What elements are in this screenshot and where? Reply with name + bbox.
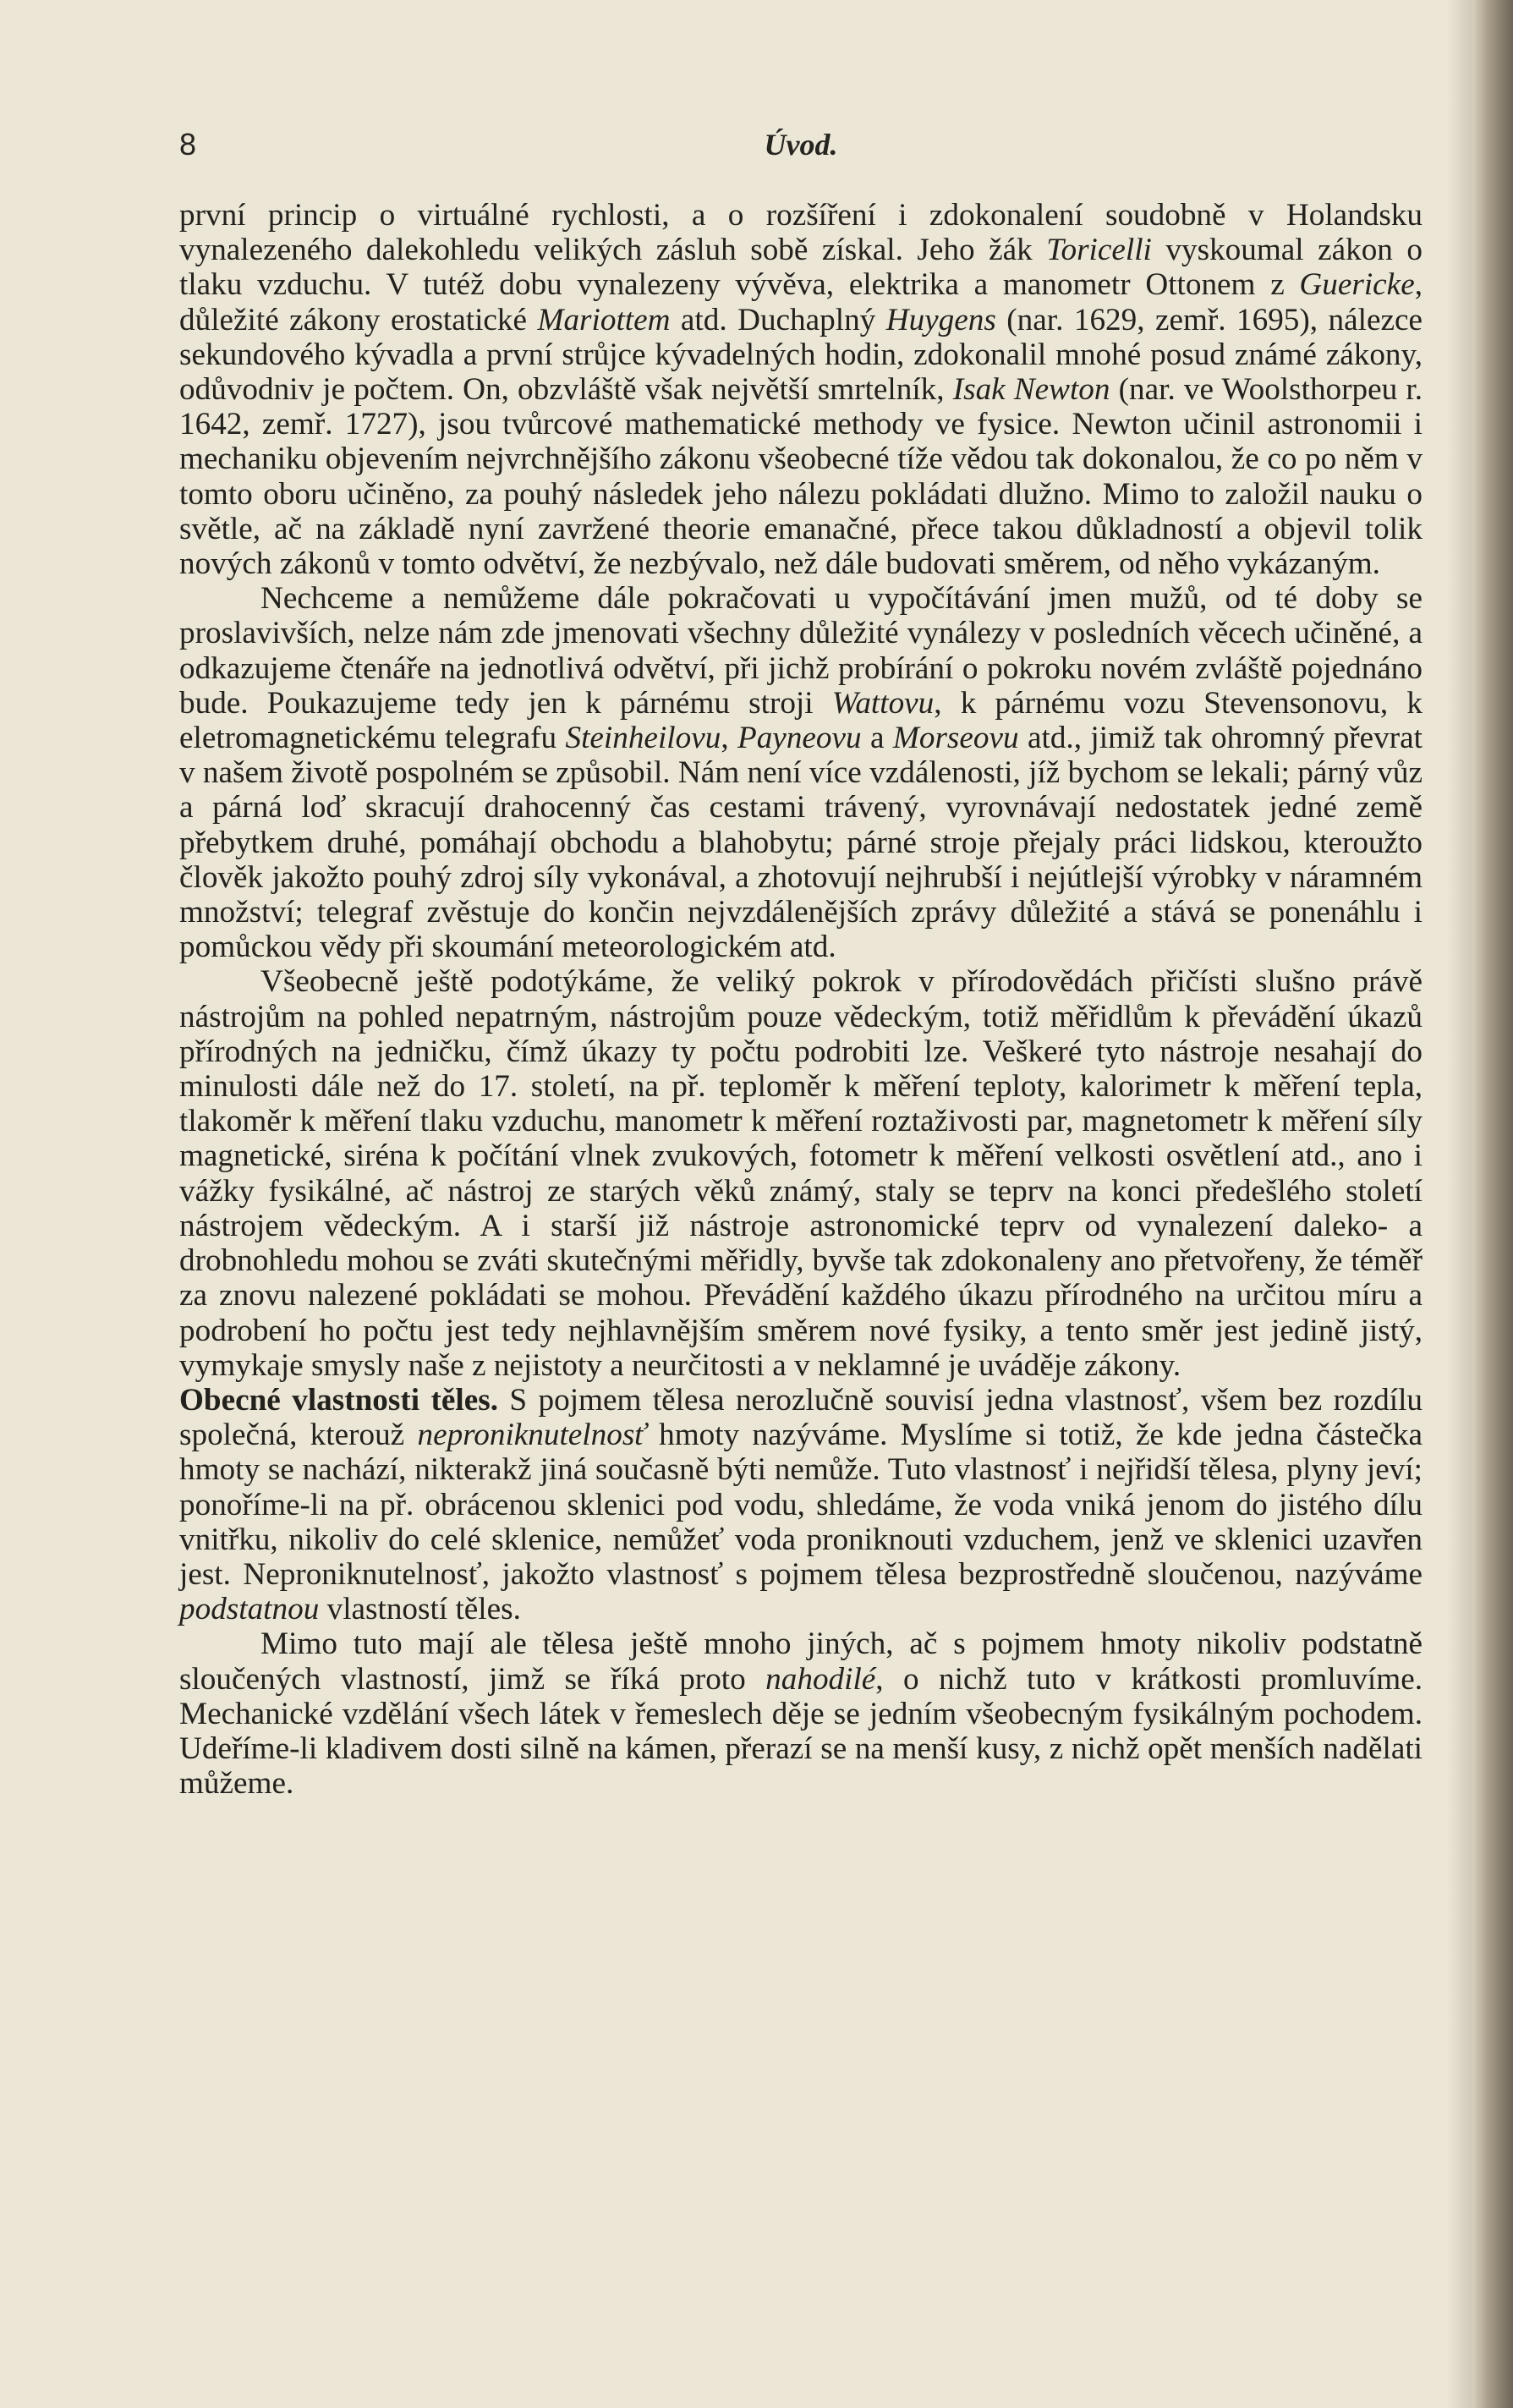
body-text — [179, 198, 1423, 1801]
text-run: a — [861, 721, 893, 756]
italic-term: podstatnou — [179, 1592, 320, 1627]
text-run: hmoty nazýváme. Myslíme si totiž, že kde jedna částečka hmoty se nachází, nikterakž jiná současně býti nemůže. Tuto vlastnosť i nejřidší tělesa, plyny jeví; ponoříme-li na př. obrácenou sklenici pod vodu, shledáme, že voda vniká jenom do jistého dílu vnitřku, nikoliv do celé sklenice, nemůžeť voda proniknouti vzduchem, jenž ve sklenici uzavřen jest. Neproniknutelnosť, jakožto vlastnosť s pojmem tělesa bezprostředně sloučenou, nazýváme — [179, 1418, 1423, 1592]
page-header — [179, 127, 1423, 169]
italic-term: Mariottem — [537, 302, 671, 337]
book-spine-edge — [1472, 0, 1513, 2408]
paragraph — [179, 964, 1423, 1382]
paragraph — [179, 1626, 1423, 1801]
text-run: vlastností těles. — [319, 1592, 521, 1627]
text-run: Všeobecně ještě podotýkáme, že veliký pokrok v přírodovědách přičísti slušno právě nástrojům na pohled nepatrným, nástrojům pouze vědeckým, totiž měřidlům k převádění úkazů přírodných na jedničku, čímž úkazy ty počtu podrobiti lze. Veškeré tyto nástroje nesahají do minulosti dále než do 17. století, na př. teploměr k měření teploty, kalorimetr k měření tepla, tlakoměr k měření tlaku vzduchu, manometr k měření roztaživosti par, magnetometr k měření síly magnetické, siréna k počítání vlnek zvukových, fotometr k měření velkosti osvětlení atd., ano i vážky fysikálné, ač nástroj ze starých věků známý, staly se teprv na konci předešlého století nástrojem vědeckým. A i starší již nástroje astronomické teprv od vynalezení daleko- a drobnohledu mohou se zváti skutečnými měřidly, byvše tak zdokonaleny ano přetvořeny, že téměř za znovu nalezené pokládati se mohou. Převádění každého úkazu přírodného na určitou míru a podrobení ho počtu jest tedy nejhlavnějším směrem nové fysiky, a tento směr jest jedině jistý, vymykaje smysly naše z nejistoty a neurčitosti a v neklamné je uváděje zákony. — [179, 964, 1423, 1383]
page-gutter-shadow — [1447, 0, 1472, 2408]
italic-term: Payneovu — [737, 721, 862, 756]
text-run: Nechceme a nemůžeme dále pokračovati u vypočítávání jmen mužů, od té doby se proslavivších, nelze nám zde jmenovati všechny důležité vynálezy v posledních věcech učiněné, a odkazujeme čtenáře na jednotlivá odvětví, při jichž probírání o pokroku novém zvláště pojednáno bude. Poukazujeme tedy jen k párnému stroji — [179, 581, 1423, 721]
italic-term: Huygens — [885, 302, 996, 337]
page-number: 8 — [179, 127, 197, 162]
text-run: , k párnému vozu Stevensonovu, k eletromagnetickému telegrafu — [179, 685, 1423, 756]
text-run: (nar. 1629, zemř. 1695), nálezce sekundového kývadla a první strůjce kývadelných hodin, zdokonalil mnohé posud známé zákony, odůvodniv je počtem. On, obzvláště však největší smrtelník, — [179, 302, 1423, 408]
text-run: S pojmem tělesa nerozlučně souvisí jedna vlastnosť, všem bez rozdílu společná, kterouž — [179, 1382, 1423, 1453]
text-run: atd., jimiž tak ohromný převrat v našem životě pospolném se způsobil. Nám není více vzdálenosti, jíž bychom se lekali; párný vůz a párná loď skracují drahocenný čas cestami trávený, vyrovnávají nedostatek jedné země přebytkem druhé, pomáhají obchodu a blahobytu; párné stroje přejaly práci lidskou, kteroužto člověk jakožto pouhý zdroj síly vykonával, a zhotovují nejhrubší i nejútlejší výrobky v náramném množství; telegraf zvěstuje do končin nejvzdálenějších zprávy důležité a stává se ponenáhlu i pomůckou vědy při skoumání meteorologickém atd. — [179, 721, 1423, 965]
italic-term: Toricelli — [1046, 233, 1152, 268]
text-run: (nar. ve Woolsthorpeu r. 1642, zemř. 1727), jsou tvůrcové mathematické methody ve fysice. Newton učinil astronomii i mechaniku objevením nejvrchnějšího zákonu všeobecné tíže vědou tak dokonalou, že co po něm v tomto oboru učiněno, za pouhý následek jeho nálezu pokládati dlužno. Mimo to založil nauku o světle, ač na základě nyní zavržené theorie emanačné, přece takou důkladností a objevil tolik nových zákonů v tomto odvětví, že nezbývalo, než dále budovati směrem, od něho vykázaným. — [179, 372, 1423, 582]
text-run: atd. Duchaplný — [670, 302, 886, 337]
text-run: první princip o virtuálné rychlosti, a o rozšíření i zdokonalení soudobně v Holandsku vynalezeného dalekohledu velikých zásluh sobě získal. Jeho žák — [179, 198, 1423, 268]
italic-term: neproniknutelnosť — [417, 1418, 646, 1453]
italic-term: Morseovu — [892, 721, 1019, 756]
paragraph — [179, 1383, 1423, 1626]
text-run: , — [721, 721, 737, 756]
italic-term: nahodilé — [765, 1661, 876, 1697]
paragraph — [179, 198, 1423, 581]
section-heading: Obecné vlastnosti těles. — [179, 1382, 498, 1418]
text-run: , o nichž tuto v krátkosti promluvíme. Mechanické vzdělání všech látek v řemeslech děje se jedním všeobecným fysikálným pochodem. Udeříme-li kladivem dosti silně na kámen, přerazí se na menší kusy, z nichž opět menších nadělati můžeme. — [179, 1661, 1423, 1802]
text-run: Mimo tuto mají ale tělesa ještě mnoho jiných, ač s pojmem hmoty nikoliv podstatně sloučených vlastností, jimž se říká proto — [179, 1626, 1423, 1697]
italic-term: Guericke — [1299, 267, 1415, 303]
running-head: Úvod. — [764, 128, 838, 162]
text-run: , důležité zákony erostatické — [179, 267, 1423, 337]
paragraph — [179, 581, 1423, 964]
italic-term: Wattovu — [831, 685, 935, 721]
italic-term: Steinheilovu — [565, 721, 721, 756]
text-run: vyskoumal zákon o tlaku vzduchu. V tutéž dobu vynalezeny vývěva, elektrika a manometr Ottonem z — [179, 233, 1423, 303]
italic-term: Isak Newton — [952, 372, 1110, 408]
